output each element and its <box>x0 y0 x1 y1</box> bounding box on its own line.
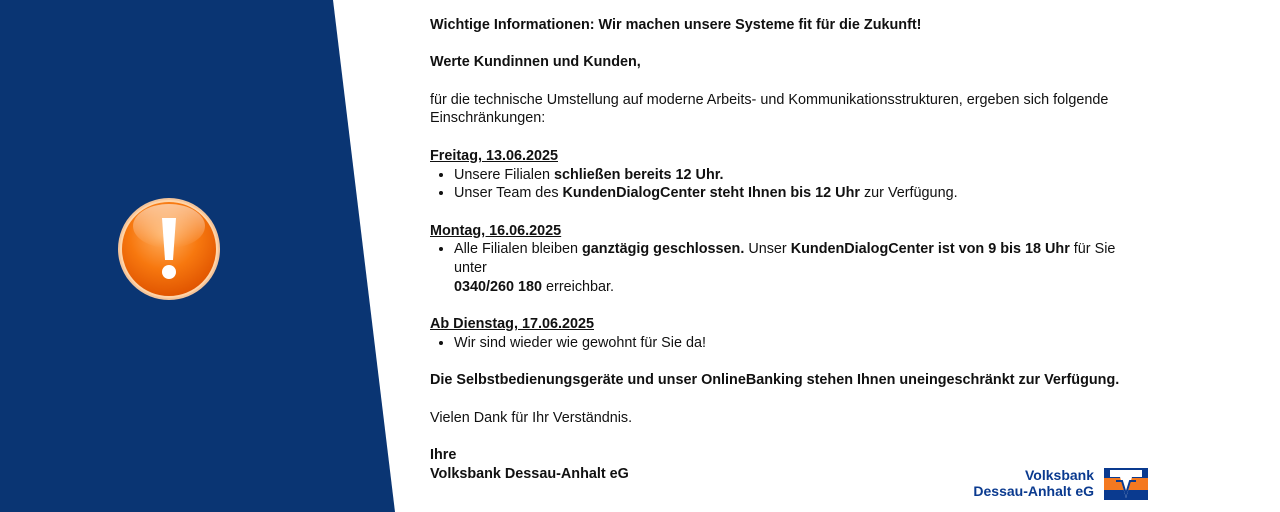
section-date: Ab Dienstag, 17.06.2025 <box>430 316 594 333</box>
notice-greeting: Werte Kundinnen und Kunden, <box>430 54 641 71</box>
exclamation-circle-icon <box>116 196 222 302</box>
list-item: • Unsere Filialen schließen bereits 12 Uhr. <box>454 166 1150 185</box>
section-date: Montag, 16.06.2025 <box>430 222 562 239</box>
logo-line1: Volksbank <box>1025 467 1094 483</box>
section-monday <box>430 222 1150 297</box>
section-tuesday <box>430 315 1150 352</box>
volksbank-logo <box>966 465 1150 501</box>
notice-headline: Wichtige Informationen: Wir machen unsere Systeme fit für die Zukunft! <box>430 17 922 33</box>
section-friday <box>430 147 1150 203</box>
bullet-list <box>430 240 1150 296</box>
section-date: Freitag, 13.06.2025 <box>430 147 558 164</box>
self-service-note: Die Selbstbedienungsgeräte und unser OnlineBanking stehen Ihnen uneingeschränkt zur Verfügung. <box>430 372 1120 389</box>
thanks-text: Vielen Dank für Ihr Verständnis. <box>430 409 633 426</box>
notice-intro: für die technische Umstellung auf moderne Arbeits- und Kommunikationsstrukturen, ergeben sich folgende Einschränkungen: <box>430 91 1109 127</box>
bullet-list <box>430 334 1150 353</box>
volksbank-logo-icon <box>1104 468 1148 500</box>
list-item: • Alle Filialen bleiben ganztägig geschlossen. Unser KundenDialogCenter ist von 9 bis 18 Uhr für Sie unter 0340/260 180 erreichbar. <box>454 240 1150 296</box>
logo-text <box>973 467 1094 499</box>
signature: Volksbank Dessau-Anhalt eG <box>430 465 629 482</box>
sign-off: Ihre <box>430 447 457 464</box>
list-item: • Unser Team des KundenDialogCenter steht Ihnen bis 12 Uhr zur Verfügung. <box>454 184 1150 203</box>
list-item: • Wir sind wieder wie gewohnt für Sie da! <box>454 334 1150 353</box>
bullet-list <box>430 166 1150 203</box>
logo-line2: Dessau-Anhalt eG <box>973 483 1094 499</box>
notice-content <box>430 16 1150 483</box>
